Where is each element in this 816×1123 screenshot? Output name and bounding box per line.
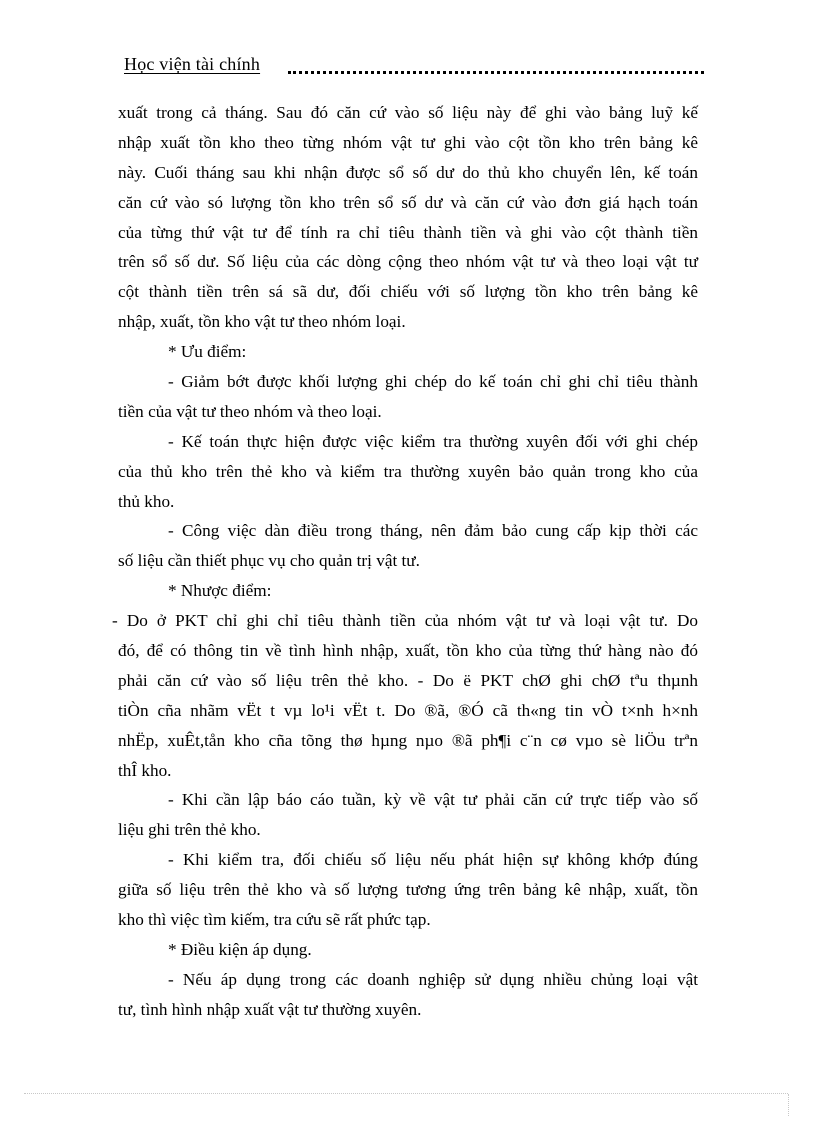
text-line: nhập, xuất, tồn kho vật tư theo nhóm loại. [118, 312, 406, 332]
section-heading-disadvantages: * Nhược điểm: [168, 581, 272, 601]
header-dotted-rule [288, 71, 704, 74]
text-line: - Do ở PKT chỉ ghi chỉ tiêu thành tiền của nhóm vật tư và loại vật tư. Do [112, 611, 698, 631]
text-line: thủ kho. [118, 491, 175, 511]
text-line: đó, để có thông tin về tình hình nhập, xuất, tồn kho của từng thứ hàng nào đó [118, 641, 698, 661]
text-line: thÎ kho. [118, 760, 172, 780]
text-line: - Khi kiểm tra, đối chiếu số liệu nếu phát hiện sự không khớp đúng [168, 850, 698, 870]
text-line: - Nếu áp dụng trong các doanh nghiệp sử dụng nhiều chủng loại vật [168, 969, 698, 989]
text-line: cột thành tiền trên sá sã dư, đối chiếu với số lượng tồn kho trên bảng kê [118, 282, 698, 302]
text-line: trên sổ số dư. Số liệu của các dòng cộng theo nhóm vật tư và theo loại vật tư [118, 252, 698, 272]
text-line: này. Cuối tháng sau khi nhận được sổ số dư do thủ kho chuyển lên, kế toán [118, 162, 698, 182]
text-line: tiền của vật tư theo nhóm và theo loại. [118, 401, 382, 421]
section-heading-advantages: * Ưu điểm: [168, 342, 247, 362]
text-line: nhËp, xuÊt,tån kho cña tõng thø hµng nµo ®ã ph¶i c¨n cø vµo sè liÖu trªn [118, 730, 698, 750]
footer-dotted-edge [788, 1094, 789, 1116]
text-line: - Kế toán thực hiện được việc kiểm tra thường xuyên đối với ghi chép [168, 431, 698, 451]
text-line: tư, tình hình nhập xuất vật tư thường xuyên. [118, 999, 422, 1019]
text-line: kho thì việc tìm kiếm, tra cứu sẽ rất phức tạp. [118, 910, 431, 930]
page-header [118, 52, 708, 80]
document-body [112, 98, 698, 1025]
text-line: - Khi cần lập báo cáo tuần, kỳ về vật tư phải căn cứ trực tiếp vào số [168, 790, 698, 810]
footer-dotted-rule [24, 1093, 788, 1094]
text-line: giữa số liệu trên thẻ kho và số lượng tương ứng trên bảng kê nhập, xuất, tồn [118, 880, 698, 900]
section-heading-conditions: * Điều kiện áp dụng. [168, 939, 312, 959]
text-line: của thủ kho trên thẻ kho và kiểm tra thường xuyên bảo quản trong kho của [118, 461, 698, 481]
text-line: - Giảm bớt được khối lượng ghi chép do kế toán chỉ ghi chỉ tiêu thành [168, 372, 698, 392]
text-line: của từng thứ vật tư để tính ra chỉ tiêu thành tiền và ghi vào cột thành tiền [118, 222, 698, 242]
text-line: liệu ghi trên thẻ kho. [118, 820, 261, 840]
text-line: xuất trong cả tháng. Sau đó căn cứ vào số liệu này để ghi vào bảng luỹ kế [118, 103, 698, 122]
text-line: tiÒn cña nhãm vËt t vµ lo¹i vËt t. Do ®ã, ®Ó cã th«ng tin vÒ t×nh h×nh [118, 700, 698, 720]
text-line: - Công việc dàn điều trong tháng, nên đảm bảo cung cấp kịp thời các [168, 521, 698, 541]
header-title: Học viện tài chính [124, 54, 261, 74]
text-line: nhập xuất tồn kho theo từng nhóm vật tư ghi vào cột tồn kho trên bảng kê [118, 132, 698, 152]
text-line: căn cứ vào só lượng tồn kho trên sổ số dư và căn cứ vào đơn giá hạch toán [118, 192, 698, 212]
text-line: số liệu cần thiết phục vụ cho quản trị vật tư. [118, 551, 420, 571]
text-line: phải căn cứ vào số liệu trên thẻ kho. - Do ë PKT chØ ghi chØ tªu thµnh [118, 670, 698, 690]
